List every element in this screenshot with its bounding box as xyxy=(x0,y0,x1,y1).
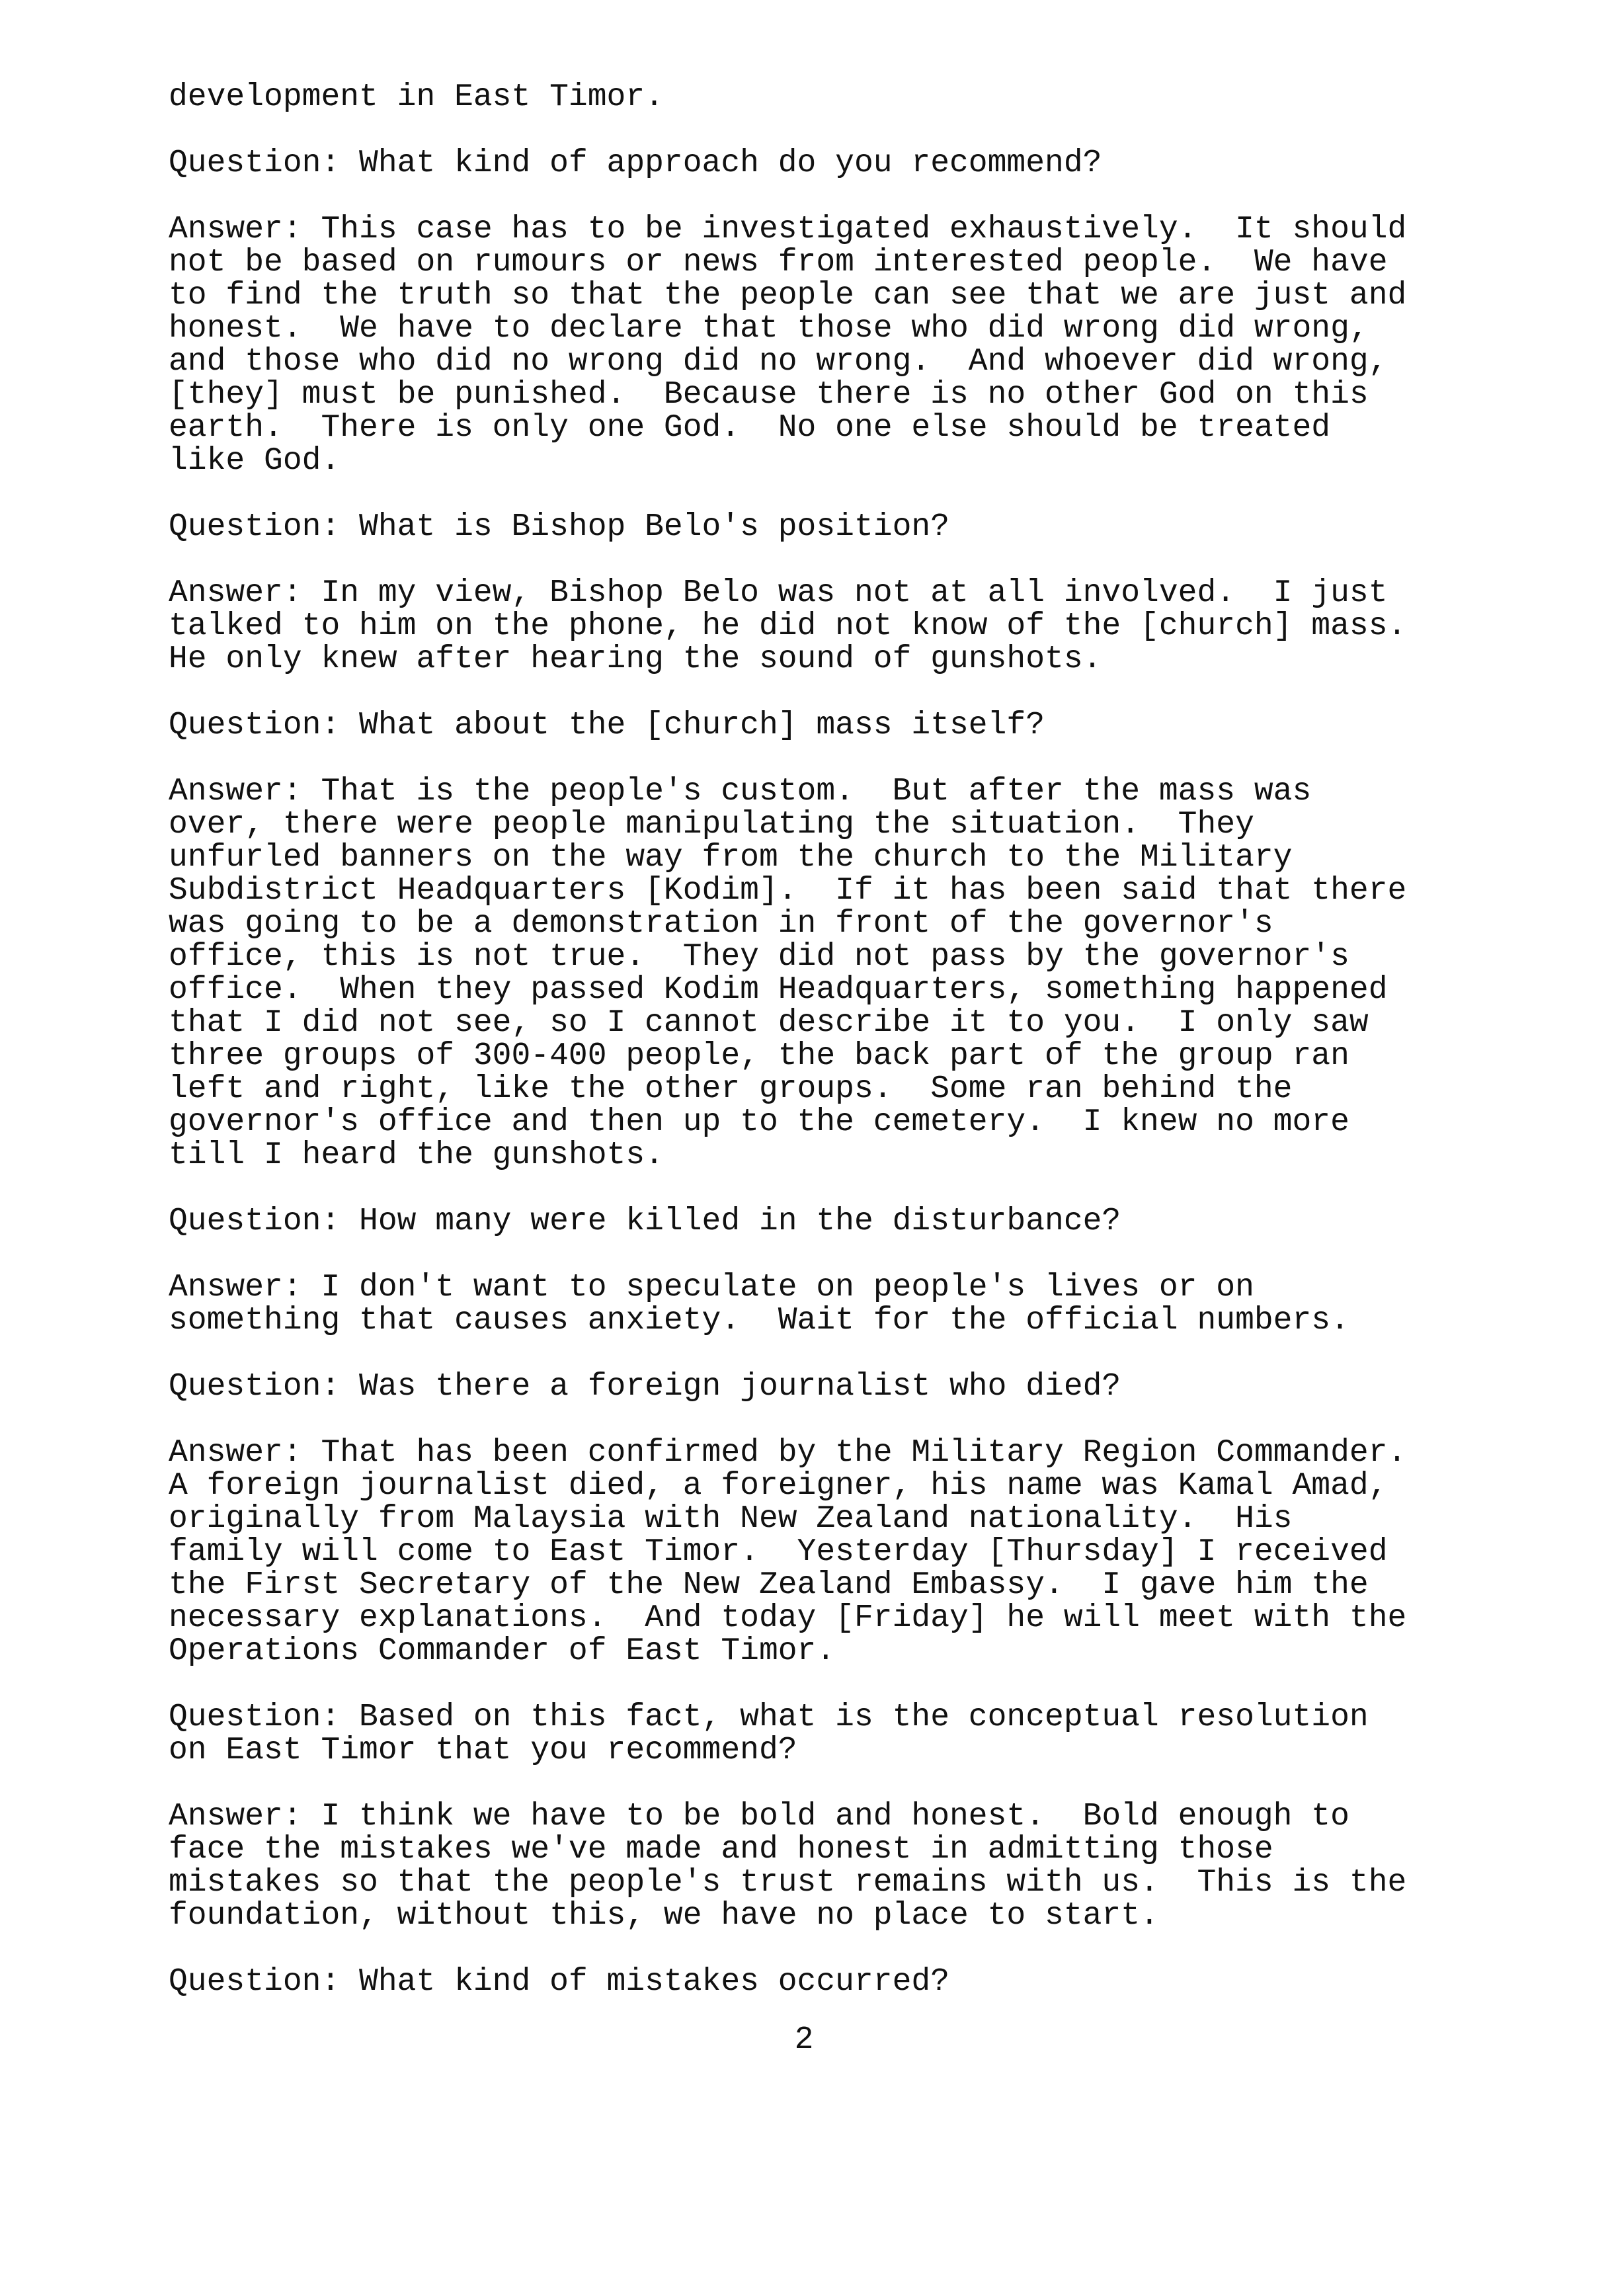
question-paragraph: Question: What kind of mistakes occurred? xyxy=(169,1964,949,2000)
question-paragraph: Question: What about the [church] mass itself? xyxy=(169,708,1045,743)
question-paragraph: Question: What is Bishop Belo's position? xyxy=(169,509,949,545)
question-paragraph: Question: What kind of approach do you recommend? xyxy=(169,145,1102,181)
document-body xyxy=(169,81,1491,2031)
answer-paragraph: Answer: I don't want to speculate on people's lives or on something that causes anxiety. Wait for the official numbers. xyxy=(169,1270,1349,1338)
answer-paragraph: Answer: That is the people's custom. But after the mass was over, there were people manipulating the situation. They unfurled banners on the way from the church to the Military Subdistrict Headquarters [Kodim]. If it has been said that there was going to be a demonstration in front of the governor's office, this is not true. They did not pass by the governor's office. When they passed Kodim Headquarters, something happened that I did not see, so I cannot describe it to you. I only saw three groups of 300-400 people, the back part of the group ran left and right, like the other groups. Some ran behind the governor's office and then up to the cemetery. I knew no more till I heard the gunshots. xyxy=(169,774,1407,1173)
question-paragraph: Question: Based on this fact, what is the conceptual resolution on East Timor that you recommend? xyxy=(169,1700,1369,1768)
question-paragraph: Question: How many were killed in the disturbance? xyxy=(169,1204,1121,1239)
answer-paragraph: Answer: I think we have to be bold and honest. Bold enough to face the mistakes we've made and honest in admitting those mistakes so that the people's trust remains with us. This is the foundation, without this, we have no place to start. xyxy=(169,1799,1407,1934)
answer-paragraph: Answer: In my view, Bishop Belo was not at all involved. I just talked to him on the phone, he did not know of the [church] mass. He only knew after hearing the sound of gunshots. xyxy=(169,575,1407,677)
answer-paragraph: Answer: That has been confirmed by the Military Region Commander. A foreign journalist died, a foreigner, his name was Kamal Amad, originally from Malaysia with New Zealand nationality. His family will come to East Timor. Yesterday [Thursday] I received the First Secretary of the New Zealand Embassy. I gave him the necessary explanations. And today [Friday] he will meet with the Operations Commander of East Timor. xyxy=(169,1435,1407,1669)
answer-paragraph: Answer: This case has to be investigated exhaustively. It should not be based on rumours or news from interested people. We have to find the truth so that the people can see that we are just and honest. We have to declare that those who did wrong did wrong, and those who did no wrong did no wrong. And whoever did wrong, [they] must be punished. Because there is no other God on this earth. There is only one God. No one else should be treated like God. xyxy=(169,212,1407,479)
question-paragraph: Question: Was there a foreign journalist who died? xyxy=(169,1369,1121,1405)
paragraph-continuation: development in East Timor. xyxy=(169,79,664,115)
page-number: 2 xyxy=(794,2022,814,2058)
